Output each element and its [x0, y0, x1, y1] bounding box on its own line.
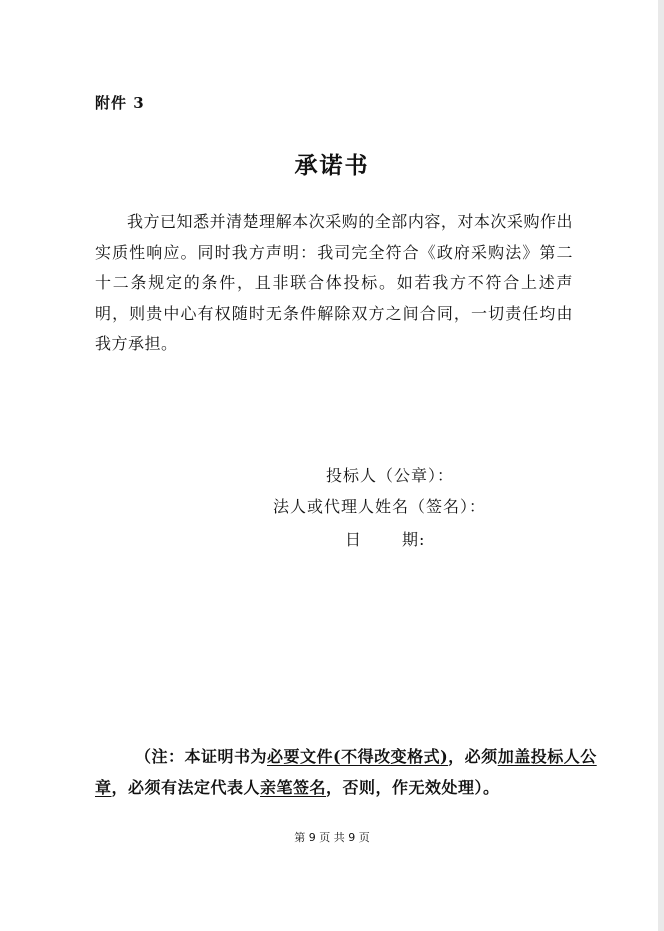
- date-label-char-1: 日: [345, 530, 363, 549]
- date-label-char-2: 期:: [402, 530, 426, 549]
- note-signature-requirement: 亲笔签名: [260, 778, 327, 797]
- note-text-2: ，必须: [448, 747, 498, 766]
- date-line: [345, 527, 425, 550]
- commitment-paragraph: 我方已知悉并清楚理解本次采购的全部内容，对本次采购作出实质性响应。同时我方声明：我司完全符合《政府采购法》第二十二条规定的条件，且非联合体投标。如若我方不符合上述声明，则贵中心有权随时无条件解除双方之间合同，一切责任均由我方承担。: [95, 212, 573, 353]
- bidder-seal-line: 投标人（公章）：: [326, 466, 455, 485]
- note-required-document: 必要文件(不得改变格式): [267, 747, 449, 766]
- attachment-label: 附件 3: [95, 94, 145, 112]
- page-edge: [658, 0, 664, 931]
- legal-rep-signature-line: 法人或代理人姓名（签名）：: [273, 497, 487, 516]
- page-number: 第 9 页 共 9 页: [294, 831, 370, 844]
- note-text-4: ，否则，作无效处理）。: [326, 778, 500, 797]
- note-paragraph: [95, 741, 600, 803]
- note-text-1: （注：本证明书为: [135, 747, 268, 766]
- document-title: 承诺书: [294, 152, 370, 179]
- note-stamp-requirement: 加盖投标人公章: [95, 747, 597, 797]
- note-text-3: ，必须有法定代表人: [111, 778, 261, 797]
